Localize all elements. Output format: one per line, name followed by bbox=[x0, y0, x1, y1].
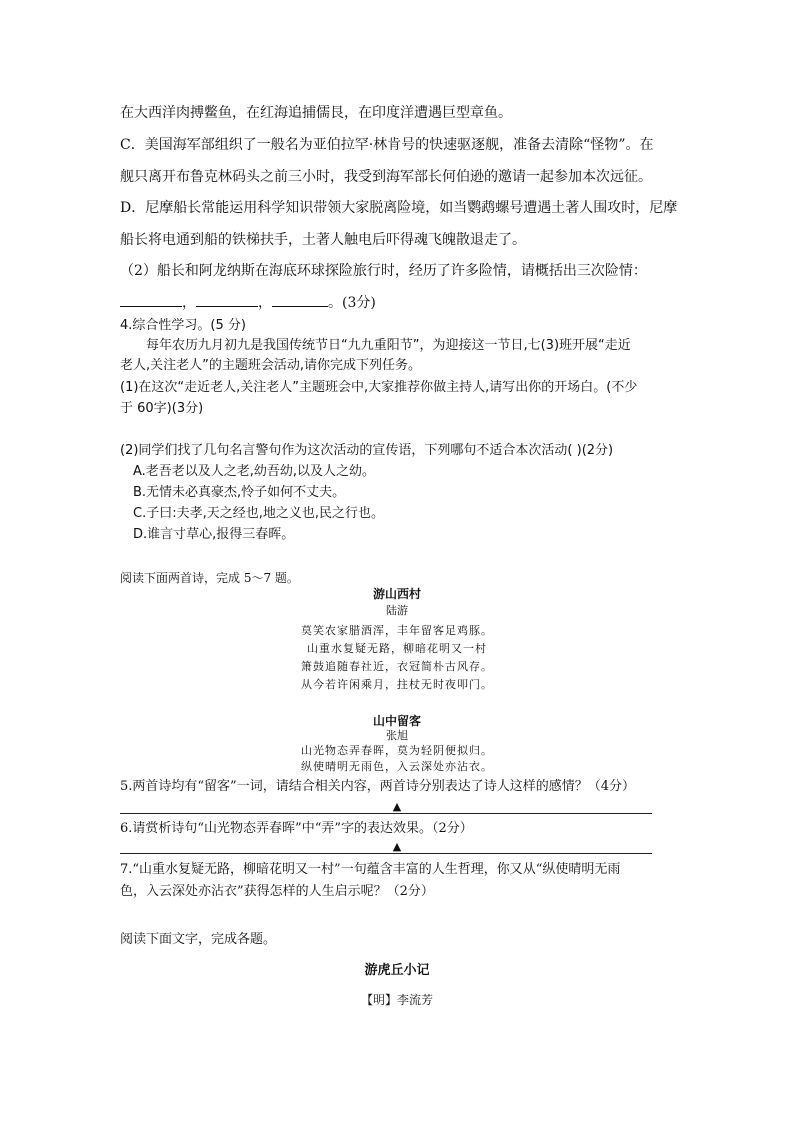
answer-marker: ▲ bbox=[392, 800, 402, 813]
separator: ， bbox=[182, 295, 196, 311]
option-c: C.子曰:夫孝,天之经也,地之义也,民之行也。 bbox=[133, 506, 384, 521]
question-6: 6.请赏析诗句“山光物态弄春晖”中“弄”字的表达效果。（2分） bbox=[120, 821, 473, 836]
reading-intro: 阅读下面文字，完成各题。 bbox=[120, 932, 277, 947]
answer-line[interactable] bbox=[120, 853, 652, 854]
text-line: 在大西洋肉搏鳖鱼，在红海追捕儒艮，在印度洋遭遇巨型章鱼。 bbox=[120, 105, 512, 121]
option-d-line: D．尼摩船长常能运用科学知识带领大家脱离险境，如当鹦鹉螺号遭遇土著人围攻时，尼摩 bbox=[120, 200, 678, 216]
question-4-intro: 老人,关注老人”的主题班会活动,请你完成下列任务。 bbox=[120, 358, 421, 373]
question-4-2: (2)同学们找了几句名言警句作为这次活动的宣传语，下列哪句不适合本次活动( )(2分) bbox=[120, 443, 614, 458]
option-d: D.谁言寸草心,报得三春晖。 bbox=[133, 527, 295, 542]
separator: ， bbox=[258, 295, 272, 311]
poem-1-line: 箫鼓追随春社近，衣冠简朴古风存。 bbox=[301, 660, 493, 673]
option-c-line: C．美国海军部组织了一般名为亚伯拉罕·林肯号的快速驱逐舰，准备去清除“怪物”。在 bbox=[120, 137, 654, 153]
question-5: 5.两首诗均有“留客”一词，请结合相关内容，两首诗分别表达了诗人这样的感情？（4分） bbox=[120, 779, 635, 794]
question-7: 色，入云深处亦沾衣”获得怎样的人生启示呢？（2分） bbox=[120, 884, 434, 899]
answer-blank[interactable] bbox=[272, 292, 328, 307]
poem-1-author: 陆游 bbox=[386, 604, 408, 617]
option-a: A.老吾老以及人之老,幼吾幼,以及人之幼。 bbox=[133, 464, 376, 479]
question-7: 7.“山重水复疑无路，柳暗花明又一村”一句蕴含丰富的人生哲理，你又从“纵使晴明无雨 bbox=[120, 862, 621, 877]
answer-marker: ▲ bbox=[392, 840, 402, 853]
question-4-intro: 每年农历九月初九是我国传统节日“九九重阳节”，为迎接这一节日,七(3)班开展“走近 bbox=[146, 338, 631, 353]
poem-2-title: 山中留客 bbox=[372, 714, 421, 728]
score-note: 。(3分) bbox=[328, 295, 376, 311]
poem-2-line: 纵使晴明无雨色，入云深处亦沾衣。 bbox=[301, 760, 493, 773]
text-line: 船长将电通到船的铁梯扶手，土著人触电后吓得魂飞魄散退走了。 bbox=[120, 232, 526, 248]
question-4-title: 4.综合性学习。(5 分) bbox=[120, 318, 246, 333]
question-4-1: 于 60字)(3分) bbox=[120, 401, 204, 416]
poem-1-line: 山重水复疑无路，柳暗花明又一村 bbox=[307, 642, 487, 655]
question-4-1: (1)在这次“走近老人,关注老人”主题班会中,大家推荐你做主持人,请写出你的开场白。(不少 bbox=[120, 380, 638, 395]
question-2-line: （2）船长和阿龙纳斯在海底环球探险旅行时，经历了许多险情，请概括出三次险情： bbox=[120, 263, 647, 279]
poem-1-title: 游山西村 bbox=[372, 587, 421, 601]
option-b: B.无情未必真豪杰,怜子如何不丈夫。 bbox=[133, 485, 346, 500]
answer-blank[interactable] bbox=[196, 292, 258, 307]
article-author: 【明】李流芳 bbox=[360, 993, 433, 1007]
answer-line[interactable] bbox=[120, 813, 652, 814]
answer-blank[interactable] bbox=[120, 292, 182, 307]
article-title: 游虎丘小记 bbox=[364, 963, 430, 978]
poem-1-line: 从今若许闲乘月，拄杖无时夜叩门。 bbox=[301, 678, 493, 691]
poem-2-line: 山光物态弄春晖，莫为轻阴便拟归。 bbox=[301, 744, 493, 757]
answer-blanks-line bbox=[120, 292, 376, 312]
poem-2-author: 张旭 bbox=[386, 729, 408, 742]
text-line: 舰只离开布鲁克林码头之前三小时，我受到海军部长何伯逊的邀请一起参加本次远征。 bbox=[120, 169, 652, 185]
poem-1-line: 莫笑农家腊酒浑，丰年留客足鸡豚。 bbox=[301, 624, 493, 637]
poems-intro: 阅读下面两首诗，完成 5～7 题。 bbox=[120, 571, 299, 585]
